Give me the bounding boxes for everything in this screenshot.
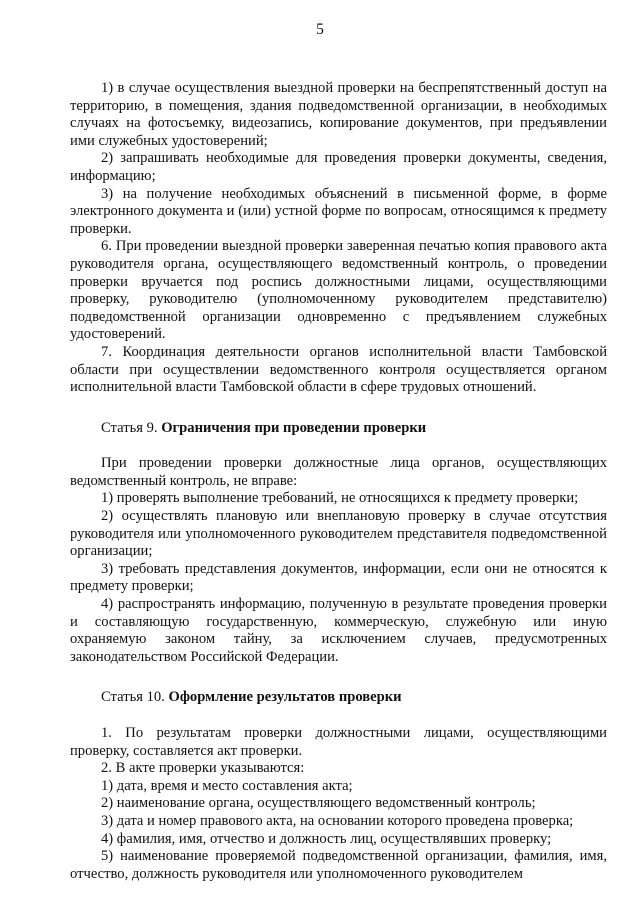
paragraph: 4) распространять информацию, полученную в результате проведения проверки и составляющую государственную, коммерческую, служебную или иную охраняемую законом тайну, за исключением случаев, предусмотренных законодательством Российской Федерации. — [70, 596, 607, 665]
paragraph: 1) в случае осуществления выездной проверки на беспрепятственный доступ на территорию, в помещения, здания подведомственной организации, в необходимых случаях на фотосъемку, видеозапись, копирование документов, при предъявлении ими служебных удостоверений; — [70, 80, 607, 149]
paragraph: 1) проверять выполнение требований, не относящихся к предмету проверки; — [101, 490, 579, 507]
paragraph: При проведении проверки должностные лица органов, осуществляющих ведомственный контроль, не вправе: — [70, 455, 607, 489]
paragraph: 2) запрашивать необходимые для проведения проверки документы, сведения, информацию; — [70, 150, 607, 184]
paragraph: 4) фамилия, имя, отчество и должность лиц, осуществлявших проверку; — [101, 830, 552, 847]
paragraph: 2) осуществлять плановую или внеплановую проверку в случае отсутствия руководителя или уполномоченного руководителем представителя подведомственной организации; — [70, 508, 607, 560]
article-10-prefix: Статья 10. — [101, 689, 169, 706]
paragraph: 3) дата и номер правового акта, на основании которого проведена проверка; — [101, 812, 574, 829]
paragraph: 3) требовать представления документов, информации, если они не относятся к предмету проверки; — [70, 560, 607, 595]
paragraph: 6. При проведении выездной проверки заверенная печатью копия правового акта руководителя органа, осуществляющего ведомственный контроль, о проведении проверки вручается под роспись должностными лицами, осуществляющими проверку, руководителю (уполномоченному руководителем представителю) подведомственной организации одновременно с предъявлением служебных удостоверений. — [70, 238, 607, 343]
paragraph: 7. Координация деятельности органов исполнительной власти Тамбовской области при осуществлении ведомственного контроля осуществляется органом исполнительной власти Тамбовской области в сфере трудовых отношений. — [70, 343, 607, 396]
paragraph: 1) дата, время и место составления акта; — [101, 777, 353, 794]
article-10-title: Оформление результатов проверки — [168, 689, 402, 706]
article-9-title: Ограничения при проведении проверки — [161, 419, 427, 436]
article-9-heading — [70, 420, 607, 438]
paragraph: 3) на получение необходимых объяснений в письменной форме, в форме электронного документа и (или) устной форме по вопросам, относящимся к предмету проверки. — [70, 185, 607, 237]
paragraph: 5) наименование проверяемой подведомственной организации, фамилия, имя, отчество, должность руководителя или уполномоченного руководителем — [70, 848, 607, 882]
article-10-heading — [70, 689, 607, 707]
paragraph: 2. В акте проверки указываются: — [101, 760, 305, 777]
paragraph: 2) наименование органа, осуществляющего ведомственный контроль; — [101, 795, 536, 812]
document-body — [70, 80, 607, 883]
page-number: 5 — [316, 21, 324, 38]
article-9-prefix: Статья 9. — [101, 419, 162, 436]
paragraph: 1. По результатам проверки должностными лицами, осуществляющими проверку, составляется акт проверки. — [70, 725, 607, 759]
